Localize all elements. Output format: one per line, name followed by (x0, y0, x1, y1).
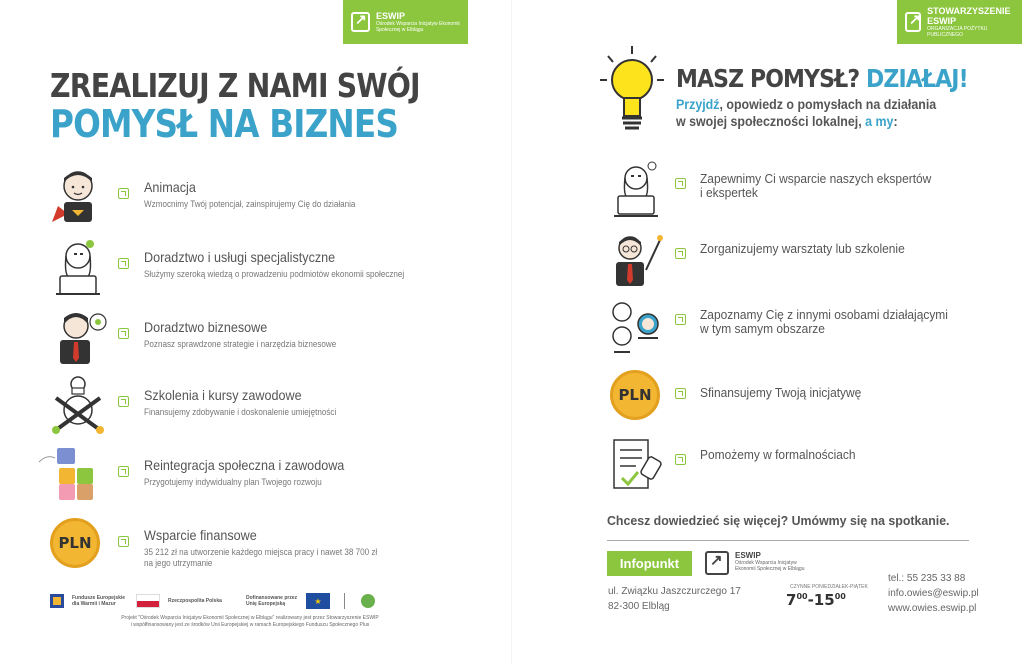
eswip-name: ESWIP (735, 551, 761, 560)
checkbox-bullet-icon (675, 388, 686, 399)
footnote-line1: Projekt "Ośrodek Wsparcia Inicjatyw Ekonomii Społecznej w Elblągu" realizowany jest przez Stowarzyszenie ESWIP (121, 615, 379, 621)
checkbox-bullet-icon (118, 188, 129, 199)
call-to-action: Chcesz dowiedzieć się więcej? Umówmy się na spotkanie. (607, 513, 950, 528)
item-desc: Wzmocnimy Twój potencjał, zainspirujemy Cię do działania (144, 199, 356, 209)
eswip-badge (343, 0, 468, 44)
offer-text (700, 386, 861, 400)
offer-line2: w tym samym obszarze (700, 321, 825, 336)
offer-item-finansowanie (600, 368, 1000, 428)
badge-name: STOWARZYSZENIE ESWIP (927, 6, 1011, 26)
hours-to-min: 00 (834, 592, 846, 601)
item-desc: Służymy szeroką wiedzą o prowadzeniu podmiotów ekonomii społecznej (144, 269, 405, 279)
eswip-sub2: Ekonomii Społecznej w Elblągu (735, 566, 805, 572)
logo-divider (344, 593, 345, 609)
document-stamp-icon (608, 436, 664, 496)
infopunkt-label: Infopunkt (607, 551, 692, 576)
offer-line2: i ekspertek (700, 185, 758, 200)
checkbox-bullet-icon (675, 454, 686, 465)
pln-coin-icon: PLN (50, 518, 100, 568)
advisor-laptop-icon (48, 236, 108, 298)
offer-line1: Zapewnimy Ci wsparcie naszych ekspertów (700, 171, 932, 186)
address (608, 584, 741, 614)
right-subheadline (676, 96, 936, 130)
item-title: Reintegracja społeczna i zawodowa (144, 457, 345, 473)
superhero-icon (48, 166, 108, 228)
headline-dark: MASZ POMYSŁ? (676, 64, 860, 93)
item-title: Szkolenia i kursy zawodowe (144, 387, 302, 403)
puzzle-icon (32, 444, 102, 506)
chef-tools-icon (48, 374, 108, 436)
eswip-logo (705, 551, 804, 575)
logo-rp-text: Rzeczpospolita Polska (168, 598, 222, 604)
offer-text (700, 448, 856, 462)
eu-flag-icon: ★ (306, 593, 330, 609)
service-item-doradztwo (40, 236, 480, 300)
logo-ue-text: Dofinansowane przez Unię Europejską (246, 595, 298, 607)
service-item-biznes (40, 306, 480, 370)
funding-logos (50, 589, 440, 613)
badge-name: ESWIP (375, 11, 405, 21)
hours-from-min: 00 (796, 592, 808, 601)
checkbox-bullet-icon (675, 178, 686, 189)
offer-text (700, 172, 931, 200)
service-item-szkolenia (40, 374, 480, 438)
offer-line1: Zapoznamy Cię z innymi osobami działającymi (700, 307, 948, 322)
expert-laptop-icon (608, 160, 664, 220)
eswip-arrow-icon (705, 551, 729, 575)
offer-line1: Pomożemy w formalnościach (700, 447, 856, 462)
pln-coin-icon: PLN (610, 370, 660, 420)
opening-hours (786, 591, 846, 609)
fe-flag-icon (50, 594, 64, 608)
hours-from: 7 (786, 591, 797, 609)
checkbox-bullet-icon (118, 258, 129, 269)
region-logo-icon (361, 594, 375, 608)
offer-item-eksperci (600, 160, 1000, 220)
badge-sub: ORGANIZACJA POŻYTKU PUBLICZNEGO (927, 26, 988, 38)
contact-info (888, 571, 979, 616)
hours-label: CZYNNE PONIEDZIAŁEK-PIĄTEK (790, 584, 868, 590)
offer-line1: Zorganizujemy warsztaty lub szkolenie (700, 241, 905, 256)
item-title: Doradztwo i usługi specjalistyczne (144, 249, 336, 265)
offer-item-warsztaty (600, 230, 1000, 290)
email-link[interactable]: info.owies@eswip.pl (888, 588, 979, 599)
sub-line2: w swojej społeczności lokalnej, (676, 114, 862, 129)
checkbox-bullet-icon (118, 396, 129, 407)
item-title: Doradztwo biznesowe (144, 319, 268, 335)
badge-sub: Ośrodek Wsparcia Inicjatyw Ekonomii Społecznej w Elblągu (375, 21, 460, 33)
people-network-icon (608, 296, 664, 356)
offer-item-networking (600, 296, 1000, 356)
offer-text (700, 242, 905, 256)
eswip-logo-icon (905, 12, 921, 32)
headline-line2: POMYSŁ NA BIZNES (50, 102, 399, 146)
offer-line1: Sfinansujemy Twoją inicjatywę (700, 385, 862, 400)
business-advisor-icon (48, 306, 108, 368)
teacher-board-icon (608, 230, 664, 290)
sub-colon: : (893, 114, 898, 129)
item-desc-line1: 35 212 zł na utworzenie każdego miejsca pracy i nawet 38 700 zł (144, 547, 378, 557)
right-headline (676, 64, 968, 93)
sub-blue: Przyjdź (676, 97, 720, 112)
logo-fe-text: Fundusze Europejskie dla Warmii i Mazur (72, 595, 126, 607)
item-desc: Przygotujemy indywidualny plan Twojego rozwoju (144, 477, 322, 487)
checkbox-bullet-icon (118, 466, 129, 477)
headline-blue: DZIAŁAJ! (865, 64, 968, 93)
offer-item-formalnosci (600, 436, 1000, 496)
offer-text (700, 308, 948, 336)
footnote-line2: i współfinansowany jest ze środków Unii Europejskiej w ramach Europejskiego Funduszu Społecznego Plus (130, 622, 370, 628)
hours-to: -15 (807, 591, 835, 609)
cta-underline (607, 540, 969, 541)
item-title: Wsparcie finansowe (144, 527, 257, 543)
checkbox-bullet-icon (118, 536, 129, 547)
eswip-logo-icon (351, 12, 370, 32)
lightbulb-icon (598, 44, 666, 134)
phone[interactable]: tel.: 55 235 33 88 (888, 573, 966, 584)
address-line1: ul. Związku Jaszczurczego 17 (608, 586, 741, 597)
service-item-animacja (40, 166, 480, 230)
headline-line1: ZREALIZUJ Z NAMI SWÓJ (50, 66, 420, 105)
footnote (80, 615, 420, 629)
item-desc: Poznasz sprawdzone strategie i narzędzia biznesowe (144, 339, 337, 349)
item-desc: Finansujemy zdobywanie i doskonalenie umiejętności (144, 407, 337, 417)
pl-flag-icon (136, 594, 160, 608)
item-title: Animacja (144, 179, 196, 195)
eswip-sub1: Ośrodek Wsparcia Inicjatyw (735, 560, 797, 566)
checkbox-bullet-icon (675, 248, 686, 259)
checkbox-bullet-icon (675, 314, 686, 325)
item-desc-line2: na jego utrzymanie (144, 558, 213, 568)
sub-blue2: a my (865, 114, 894, 129)
service-item-reintegracja (40, 444, 480, 508)
sub-rest1: , opowiedz o pomysłach na działania (719, 97, 937, 112)
service-item-wsparcie (40, 514, 480, 578)
stowarzyszenie-badge (897, 0, 1022, 44)
website-link[interactable]: www.owies.eswip.pl (888, 603, 977, 614)
address-line2: 82-300 Elbląg (608, 601, 670, 612)
checkbox-bullet-icon (118, 328, 129, 339)
